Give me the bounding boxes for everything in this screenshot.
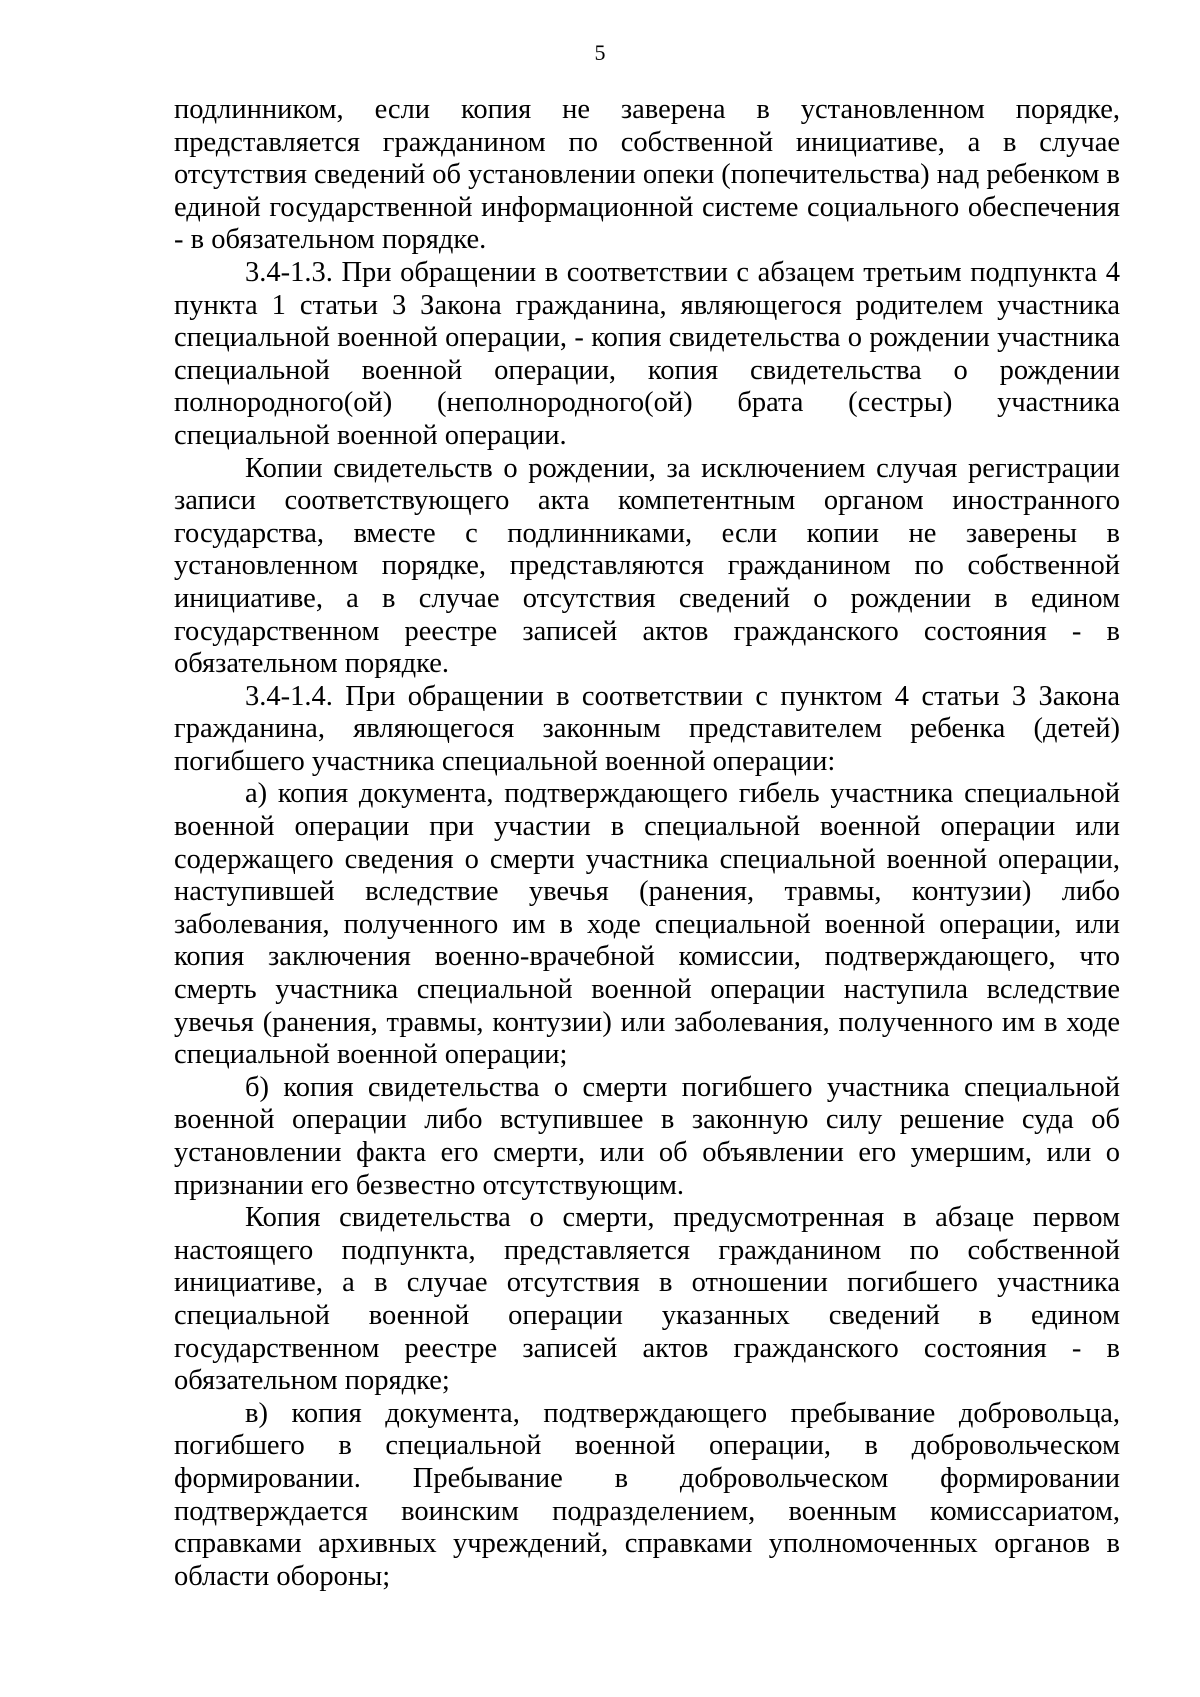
paragraph-birth-certificates: Копии свидетельств о рождении, за исключением случая регистрации записи соответствующего акта компетентным органом иностранного государства, вместе с подлинниками, если копии не заверены в установленном порядке, представляются гражданином по собственной инициативе, а в случае отсутствия сведений о рождении в едином государственном реестре записей актов гражданского состояния - в обязательном порядке. bbox=[174, 452, 1120, 680]
paragraph-item-b: б) копия свидетельства о смерти погибшего участника специальной военной операции либо вступившее в законную силу решение суда об установлении факта его смерти, или об объявлении его умершим, или о признании его безвестно отсутствующим. bbox=[174, 1071, 1120, 1201]
paragraph-3-4-1-4: 3.4-1.4. При обращении в соответствии с пунктом 4 статьи 3 Закона гражданина, являющегося законным представителем ребенка (детей) погибшего участника специальной военной операции: bbox=[174, 680, 1120, 777]
paragraph-item-a: а) копия документа, подтверждающего гибель участника специальной военной операции при участии в специальной военной операции или содержащего сведения о смерти участника специальной военной операции, наступившей вследствие увечья (ранения, травмы, контузии) либо заболевания, полученного им в ходе специальной военной операции, или копия заключения военно-врачебной комиссии, подтверждающего, что смерть участника специальной военной операции наступила вследствие увечья (ранения, травмы, контузии) или заболевания, полученного им в ходе специальной военной операции; bbox=[174, 778, 1120, 1071]
paragraph-3-4-1-3: 3.4-1.3. При обращении в соответствии с абзацем третьим подпункта 4 пункта 1 статьи 3 Закона гражданина, являющегося родителем участника специальной военной операции, - копия свидетельства о рождении участника специальной военной операции, копия свидетельства о рождении полнородного(ой) (неполнородного(ой) брата (сестры) участника специальной военной операции. bbox=[174, 256, 1120, 451]
paragraph-continuation: подлинником, если копия не заверена в установленном порядке, представляется гражданином по собственной инициативе, а в случае отсутствия сведений об установлении опеки (попечительства) над ребенком в единой государственной информационной системе социального обеспечения - в обязательном порядке. bbox=[174, 94, 1120, 256]
page-number: 5 bbox=[594, 40, 606, 65]
document-body bbox=[174, 94, 1120, 1593]
paragraph-item-v: в) копия документа, подтверждающего пребывание добровольца, погибшего в специальной военной операции, в добровольческом формировании. Пребывание в добровольческом формировании подтверждается воинским подразделением, военным комиссариатом, справками архивных учреждений, справками уполномоченных органов в области обороны; bbox=[174, 1397, 1120, 1592]
paragraph-death-certificate: Копия свидетельства о смерти, предусмотренная в абзаце первом настоящего подпункта, представляется гражданином по собственной инициативе, а в случае отсутствия в отношении погибшего участника специальной военной операции указанных сведений в едином государственном реестре записей актов гражданского состояния - в обязательном порядке; bbox=[174, 1202, 1120, 1397]
